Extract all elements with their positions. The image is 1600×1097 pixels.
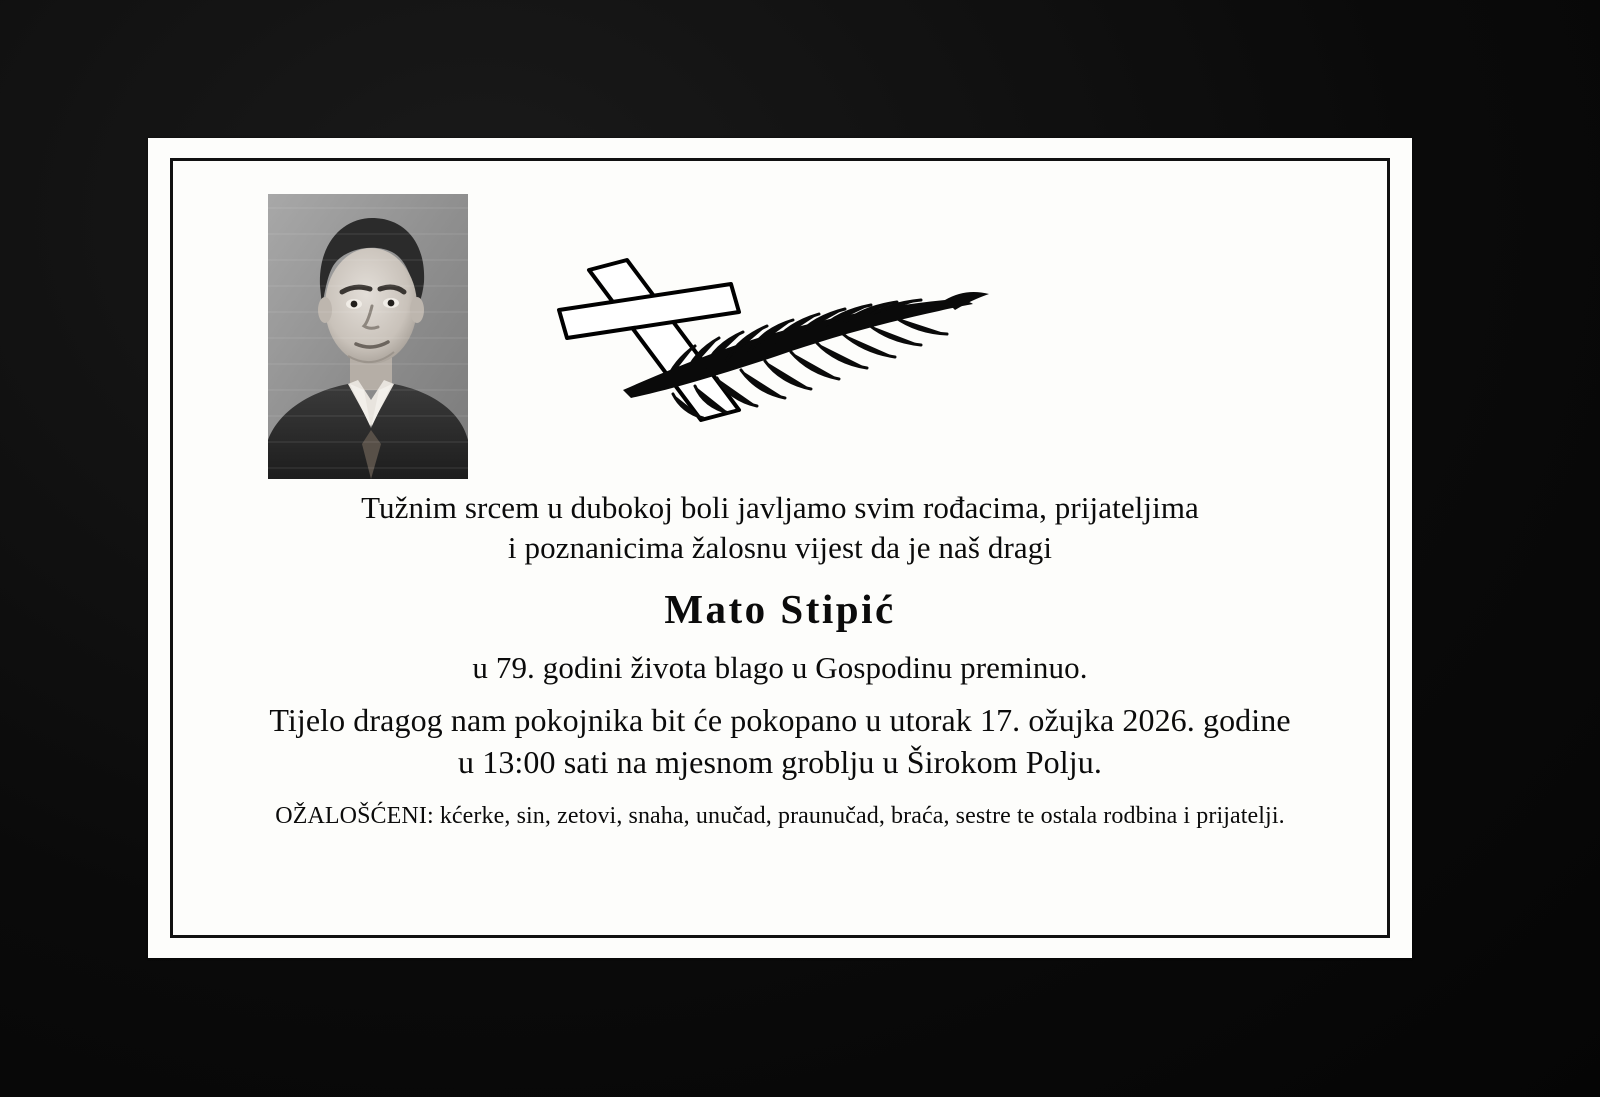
intro-line-1: Tužnim srcem u dubokoj boli javljamo svim rođacima, prijateljima — [361, 490, 1199, 525]
obituary-text-block — [188, 488, 1372, 833]
age-line: u 79. godini života blago u Gospodinu preminuo. — [472, 649, 1088, 685]
funeral-line-2: u 13:00 sati na mjesnom groblju u Širokom Polju. — [458, 743, 1102, 780]
obituary-card — [148, 138, 1412, 958]
deceased-portrait-photo — [268, 194, 468, 479]
cross-icon — [559, 260, 739, 420]
intro-line-2: i poznanicima žalosnu vijest da je naš dragi — [507, 530, 1053, 566]
mourners-line: OŽALOŠĆENI: kćerke, sin, zetovi, snaha, unučad, praunučad, braća, sestre te ostala rodbina i prijatelji. — [275, 803, 1285, 830]
cross-and-palm-emblem — [553, 248, 1003, 423]
funeral-line-1: Tijelo dragog nam pokojnika bit će pokopano u utorak 17. ožujka 2026. godine — [269, 702, 1291, 739]
deceased-name: Mato Stipić — [664, 585, 896, 632]
